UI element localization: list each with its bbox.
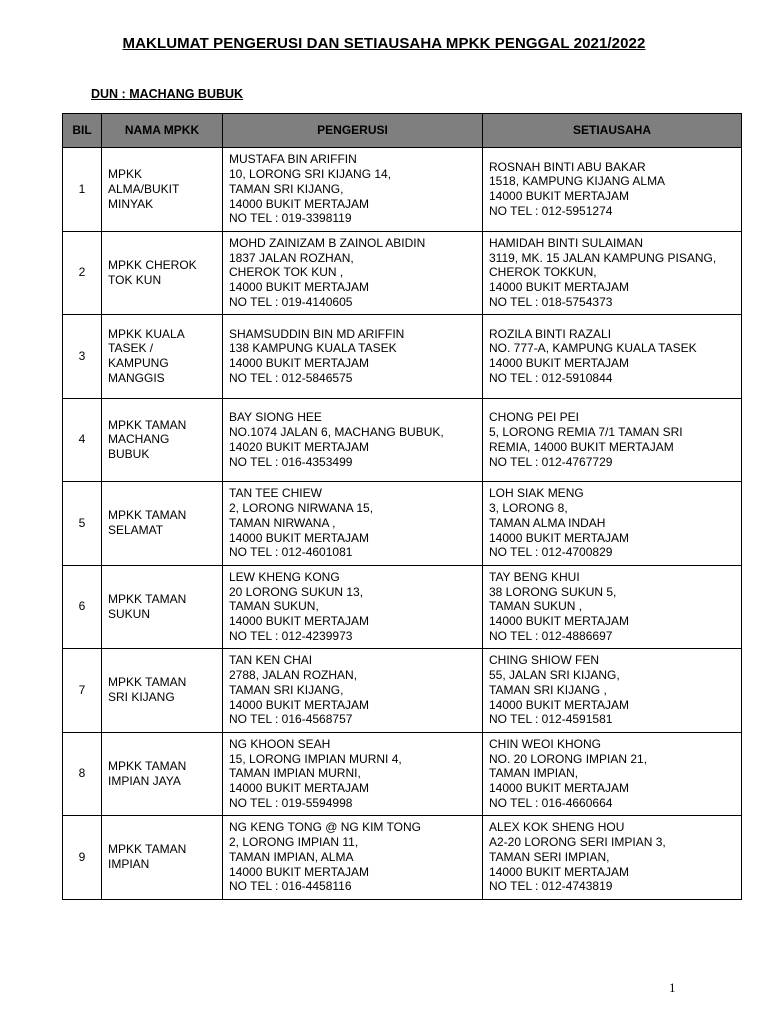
cell-nama-mpkk: MPKK TAMAN IMPIAN bbox=[102, 816, 223, 900]
cell-setiausaha: HAMIDAH BINTI SULAIMAN 3119, MK. 15 JALAN KAMPUNG PISANG, CHEROK TOKKUN, 14000 BUKIT MERTAJAM NO TEL : 018-5754373 bbox=[483, 231, 742, 315]
cell-nama-mpkk: MPKK ALMA/BUKIT MINYAK bbox=[102, 148, 223, 232]
header-setiausaha: SETIAUSAHA bbox=[483, 114, 742, 148]
cell-bil: 2 bbox=[63, 231, 102, 315]
cell-setiausaha: ROSNAH BINTI ABU BAKAR 1518, KAMPUNG KIJANG ALMA 14000 BUKIT MERTAJAM NO TEL : 012-5951274 bbox=[483, 148, 742, 232]
cell-pengerusi: NG KHOON SEAH 15, LORONG IMPIAN MURNI 4, TAMAN IMPIAN MURNI, 14000 BUKIT MERTAJAM NO TEL : 019-5594998 bbox=[223, 732, 483, 816]
cell-pengerusi: SHAMSUDDIN BIN MD ARIFFIN 138 KAMPUNG KUALA TASEK 14000 BUKIT MERTAJAM NO TEL : 012-5846575 bbox=[223, 315, 483, 399]
cell-pengerusi: NG KENG TONG @ NG KIM TONG 2, LORONG IMPIAN 11, TAMAN IMPIAN, ALMA 14000 BUKIT MERTAJAM NO TEL : 016-4458116 bbox=[223, 816, 483, 900]
table-row bbox=[63, 816, 742, 900]
mpkk-table bbox=[62, 113, 742, 900]
cell-bil: 7 bbox=[63, 649, 102, 733]
table-row bbox=[63, 315, 742, 399]
cell-bil: 5 bbox=[63, 482, 102, 566]
cell-pengerusi: LEW KHENG KONG 20 LORONG SUKUN 13, TAMAN SUKUN, 14000 BUKIT MERTAJAM NO TEL : 012-4239973 bbox=[223, 565, 483, 649]
cell-nama-mpkk: MPKK CHEROK TOK KUN bbox=[102, 231, 223, 315]
cell-nama-mpkk: MPKK TAMAN IMPIAN JAYA bbox=[102, 732, 223, 816]
cell-pengerusi: BAY SIONG HEE NO.1074 JALAN 6, MACHANG BUBUK, 14020 BUKIT MERTAJAM NO TEL : 016-4353499 bbox=[223, 398, 483, 482]
cell-bil: 4 bbox=[63, 398, 102, 482]
table-row bbox=[63, 231, 742, 315]
cell-bil: 9 bbox=[63, 816, 102, 900]
cell-setiausaha: ROZILA BINTI RAZALI NO. 777-A, KAMPUNG KUALA TASEK 14000 BUKIT MERTAJAM NO TEL : 012-5910844 bbox=[483, 315, 742, 399]
header-pengerusi: PENGERUSI bbox=[223, 114, 483, 148]
table-row bbox=[63, 565, 742, 649]
cell-setiausaha: CHIN WEOI KHONG NO. 20 LORONG IMPIAN 21, TAMAN IMPIAN, 14000 BUKIT MERTAJAM NO TEL : 016-4660664 bbox=[483, 732, 742, 816]
cell-bil: 1 bbox=[63, 148, 102, 232]
table-row bbox=[63, 398, 742, 482]
cell-setiausaha: LOH SIAK MENG 3, LORONG 8, TAMAN ALMA INDAH 14000 BUKIT MERTAJAM NO TEL : 012-4700829 bbox=[483, 482, 742, 566]
dun-label: DUN : MACHANG BUBUK bbox=[91, 87, 244, 101]
page-title: MAKLUMAT PENGERUSI DAN SETIAUSAHA MPKK PENGGAL 2021/2022 bbox=[122, 35, 646, 52]
cell-nama-mpkk: MPKK TAMAN SUKUN bbox=[102, 565, 223, 649]
cell-setiausaha: ALEX KOK SHENG HOU A2-20 LORONG SERI IMPIAN 3, TAMAN SERI IMPIAN, 14000 BUKIT MERTAJAM NO TEL : 012-4743819 bbox=[483, 816, 742, 900]
table-row bbox=[63, 732, 742, 816]
cell-setiausaha: TAY BENG KHUI 38 LORONG SUKUN 5, TAMAN SUKUN , 14000 BUKIT MERTAJAM NO TEL : 012-4886697 bbox=[483, 565, 742, 649]
cell-pengerusi: MUSTAFA BIN ARIFFIN 10, LORONG SRI KIJANG 14, TAMAN SRI KIJANG, 14000 BUKIT MERTAJAM NO TEL : 019-3398119 bbox=[223, 148, 483, 232]
cell-pengerusi: TAN TEE CHIEW 2, LORONG NIRWANA 15, TAMAN NIRWANA , 14000 BUKIT MERTAJAM NO TEL : 012-4601081 bbox=[223, 482, 483, 566]
cell-nama-mpkk: MPKK KUALA TASEK / KAMPUNG MANGGIS bbox=[102, 315, 223, 399]
header-bil: BIL bbox=[63, 114, 102, 148]
cell-bil: 3 bbox=[63, 315, 102, 399]
header-nama-mpkk: NAMA MPKK bbox=[102, 114, 223, 148]
table-row bbox=[63, 148, 742, 232]
cell-pengerusi: TAN KEN CHAI 2788, JALAN ROZHAN, TAMAN SRI KIJANG, 14000 BUKIT MERTAJAM NO TEL : 016-4568757 bbox=[223, 649, 483, 733]
cell-nama-mpkk: MPKK TAMAN SELAMAT bbox=[102, 482, 223, 566]
cell-setiausaha: CHONG PEI PEI 5, LORONG REMIA 7/1 TAMAN SRI REMIA, 14000 BUKIT MERTAJAM NO TEL : 012-4767729 bbox=[483, 398, 742, 482]
cell-nama-mpkk: MPKK TAMAN MACHANG BUBUK bbox=[102, 398, 223, 482]
cell-bil: 6 bbox=[63, 565, 102, 649]
table-row bbox=[63, 482, 742, 566]
cell-bil: 8 bbox=[63, 732, 102, 816]
cell-nama-mpkk: MPKK TAMAN SRI KIJANG bbox=[102, 649, 223, 733]
table-header-row bbox=[63, 114, 742, 148]
table-row bbox=[63, 649, 742, 733]
page-number: 1 bbox=[669, 980, 676, 995]
cell-setiausaha: CHING SHIOW FEN 55, JALAN SRI KIJANG, TAMAN SRI KIJANG , 14000 BUKIT MERTAJAM NO TEL : 012-4591581 bbox=[483, 649, 742, 733]
cell-pengerusi: MOHD ZAINIZAM B ZAINOL ABIDIN 1837 JALAN ROZHAN, CHEROK TOK KUN , 14000 BUKIT MERTAJAM NO TEL : 019-4140605 bbox=[223, 231, 483, 315]
